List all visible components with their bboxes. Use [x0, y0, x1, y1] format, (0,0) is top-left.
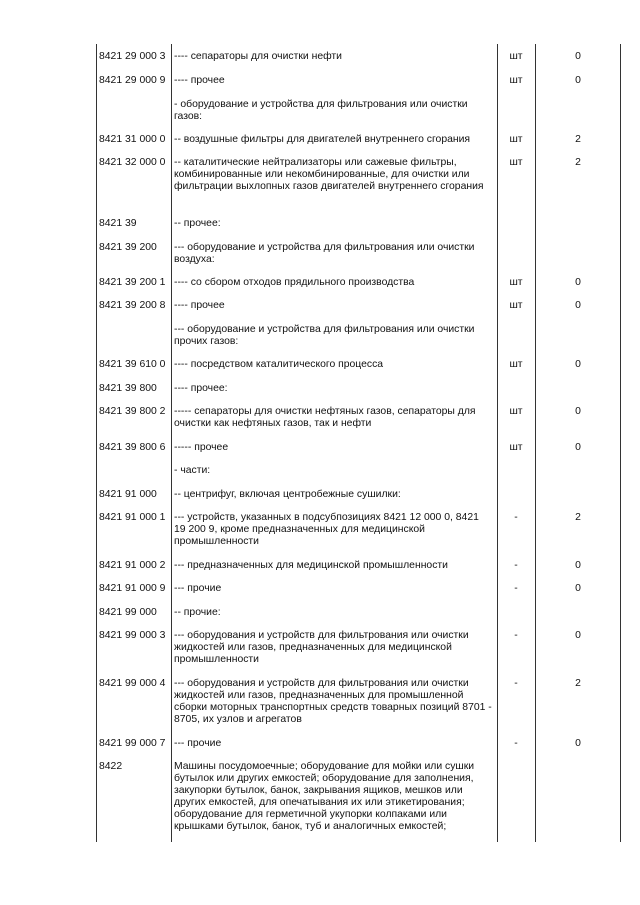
unit: шт: [509, 157, 523, 168]
description: ---- прочее: [174, 75, 225, 86]
description: ---- прочее:: [174, 383, 228, 394]
description: --- оборудование и устройства для фильтрования или очистки прочих газов:: [174, 324, 475, 347]
description: ----- прочее: [174, 442, 229, 453]
tariff-code: 8421 31 000 0: [99, 134, 166, 145]
description: --- устройств, указанных в подсубпозициях 8421 12 000 0, 8421 19 200 9, кроме предназначенных для медицинской промышленности: [174, 512, 479, 547]
tariff-code: 8421 99 000 3: [99, 630, 166, 641]
description: Машины посудомоечные; оборудование для мойки или сушки бутылок или других емкостей; оборудование для заполнения, закупорки бутылок, банок, закрывания ящиков, мешков или других емкостей, для опечатывания их или этикетирования; оборудование для герметичной укупорки колпаками или крышками бутылок, банок, туб и аналогичных емкостей;: [174, 761, 475, 832]
tariff-code: 8422: [99, 761, 123, 772]
tariff-code: 8421 29 000 3: [99, 51, 166, 62]
unit: шт: [509, 359, 523, 370]
tariff-code: 8421 39 610 0: [99, 359, 166, 370]
description: -- каталитические нейтрализаторы или сажевые фильтры, комбинированные или некомбинированные, для очистки или фильтрации выхлопных газов двигателей внутреннего сгорания: [174, 157, 484, 192]
duty-rate: 2: [575, 678, 581, 689]
duty-rate: 0: [575, 406, 581, 417]
unit: шт: [509, 75, 523, 86]
duty-rate: 0: [575, 359, 581, 370]
description: ---- посредством каталитического процесса: [174, 359, 384, 370]
unit: -: [514, 738, 518, 749]
unit: шт: [509, 277, 523, 288]
duty-rate: 2: [575, 134, 581, 145]
description: ---- прочее: [174, 300, 225, 311]
tariff-code: 8421 99 000: [99, 607, 157, 618]
tariff-code: 8421 39 200 8: [99, 300, 166, 311]
description: ---- сепараторы для очистки нефти: [174, 51, 342, 62]
unit: шт: [509, 51, 523, 62]
unit: шт: [509, 134, 523, 145]
description: -- центрифуг, включая центробежные сушилки:: [174, 489, 401, 500]
unit: шт: [509, 406, 523, 417]
tariff-code: 8421 39: [99, 218, 137, 229]
description: -- прочие:: [174, 607, 221, 618]
tariff-code: 8421 29 000 9: [99, 75, 166, 86]
duty-rate: 2: [575, 512, 581, 523]
description: --- оборудования и устройств для фильтрования или очистки жидкостей или газов, предназначенных для медицинской промышленности: [174, 630, 469, 665]
unit: -: [514, 630, 518, 641]
tariff-code: 8421 99 000 4: [99, 678, 166, 689]
column-divider: [96, 44, 97, 842]
tariff-code: 8421 32 000 0: [99, 157, 166, 168]
tariff-code: 8421 39 200: [99, 242, 157, 253]
tariff-code: 8421 99 000 7: [99, 738, 166, 749]
description: -- прочее:: [174, 218, 221, 229]
unit: -: [514, 512, 518, 523]
description: --- прочие: [174, 583, 222, 594]
unit: шт: [509, 442, 523, 453]
description: - оборудование и устройства для фильтрования или очистки газов:: [174, 99, 468, 122]
tariff-code: 8421 39 800 6: [99, 442, 166, 453]
column-divider: [620, 44, 621, 842]
tariff-code: 8421 39 800: [99, 383, 157, 394]
duty-rate: 0: [575, 560, 581, 571]
duty-rate: 0: [575, 277, 581, 288]
unit: -: [514, 678, 518, 689]
description: - части:: [174, 465, 211, 476]
description: ----- сепараторы для очистки нефтяных газов, сепараторы для очистки как нефтяных газов, так и нефти: [174, 406, 476, 429]
duty-rate: 0: [575, 51, 581, 62]
duty-rate: 0: [575, 300, 581, 311]
duty-rate: 0: [575, 630, 581, 641]
duty-rate: 0: [575, 583, 581, 594]
description: --- предназначенных для медицинской промышленности: [174, 560, 448, 571]
description: -- воздушные фильтры для двигателей внутреннего сгорания: [174, 134, 471, 145]
tariff-code: 8421 91 000 1: [99, 512, 166, 523]
tariff-code: 8421 91 000 2: [99, 560, 166, 571]
tariff-code: 8421 91 000: [99, 489, 157, 500]
duty-rate: 0: [575, 738, 581, 749]
description: --- прочие: [174, 738, 222, 749]
description: --- оборудование и устройства для фильтрования или очистки воздуха:: [174, 242, 475, 265]
duty-rate: 0: [575, 442, 581, 453]
unit: -: [514, 560, 518, 571]
description: ---- со сбором отходов прядильного производства: [174, 277, 415, 288]
unit: шт: [509, 300, 523, 311]
column-divider: [171, 44, 172, 842]
unit: -: [514, 583, 518, 594]
tariff-code: 8421 39 200 1: [99, 277, 166, 288]
tariff-code: 8421 91 000 9: [99, 583, 166, 594]
description: --- оборудования и устройств для фильтрования или очистки жидкостей или газов, предназначенных для промышленной сборки моторных транспортных средств товарных позиций 8701 - 8705, их узлов и агрегатов: [174, 678, 492, 725]
duty-rate: 2: [575, 157, 581, 168]
duty-rate: 0: [575, 75, 581, 86]
tariff-code: 8421 39 800 2: [99, 406, 166, 417]
